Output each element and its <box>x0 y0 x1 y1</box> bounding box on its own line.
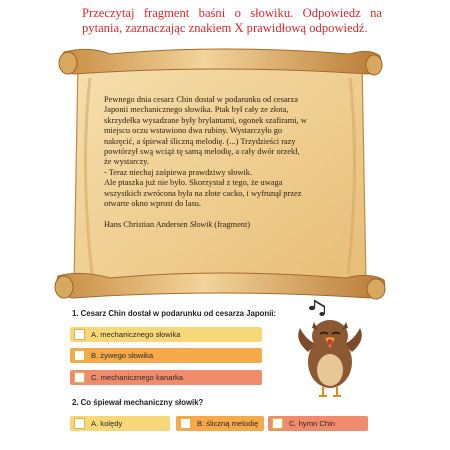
q1-option-b[interactable] <box>70 348 262 363</box>
story-attribution <box>104 220 309 230</box>
fragment-note: (fragment) <box>214 220 251 230</box>
answer-checkbox[interactable] <box>74 372 85 383</box>
q2-option-c[interactable] <box>268 416 368 431</box>
option-label: B. śliczną melodię <box>197 419 259 428</box>
story-paragraph: Pewnego dnia cesarz Chin dostał w podarunku od cesarza Japonii mechanicznego słowika. Ptak był cały ze złota, skrzydełka wysadzane były brylantami, ogonek szafirami, w miejscu oczu wstawiono dwa rubiny. Wystarczyło go nakręcić, a śpiewał śliczną melodię. (...) Trzydzieści razy powtórzył swą wciąż tę samą melodię, a cały dwór orzekł, że wystarczy. <box>104 95 307 167</box>
option-label: C. mechanicznego kanarka <box>91 373 184 382</box>
question-1: 1. Cesarz Chin dostał w podarunku od cesarza Japonii: <box>72 309 277 318</box>
singing-bird-illustration <box>290 300 370 410</box>
story-dialogue: - Teraz niechaj zaśpiewa prawdziwy słowik. <box>104 167 253 177</box>
answer-checkbox[interactable] <box>74 329 85 340</box>
answer-checkbox[interactable] <box>180 418 191 429</box>
answer-checkbox[interactable] <box>272 418 283 429</box>
answer-checkbox[interactable] <box>74 350 85 361</box>
instruction-text: Przeczytaj fragment baśni o słowiku. Odpowiedz na pytania, zaznaczając znakiem X prawidłową odpowiedź. <box>82 6 382 35</box>
music-note-icon <box>309 300 325 316</box>
q1-option-a[interactable] <box>70 327 262 342</box>
q2-option-b[interactable] <box>176 416 264 431</box>
q2-option-a[interactable] <box>70 416 170 431</box>
author-name: Hans Christian Andersen <box>104 220 188 230</box>
question-2: 2. Co śpiewał mechaniczny słowik? <box>72 398 204 407</box>
story-ending: Ale ptaszka już nie było. Skorzystał z tego, że uwaga wszystkich zwrócona była na złote cacko, i wyfrunął przez otwarte okno wprost do lasu. <box>104 178 302 209</box>
answer-checkbox[interactable] <box>74 418 85 429</box>
story-text <box>104 95 309 231</box>
option-label: A. mechanicznego słowika <box>91 330 181 339</box>
option-label: A. kolędy <box>91 419 123 428</box>
option-label: C. hymn Chin <box>289 419 336 428</box>
option-label: B. żywego słowika <box>91 351 154 360</box>
work-title: Słowik <box>189 220 213 230</box>
q1-option-c[interactable] <box>70 370 262 385</box>
